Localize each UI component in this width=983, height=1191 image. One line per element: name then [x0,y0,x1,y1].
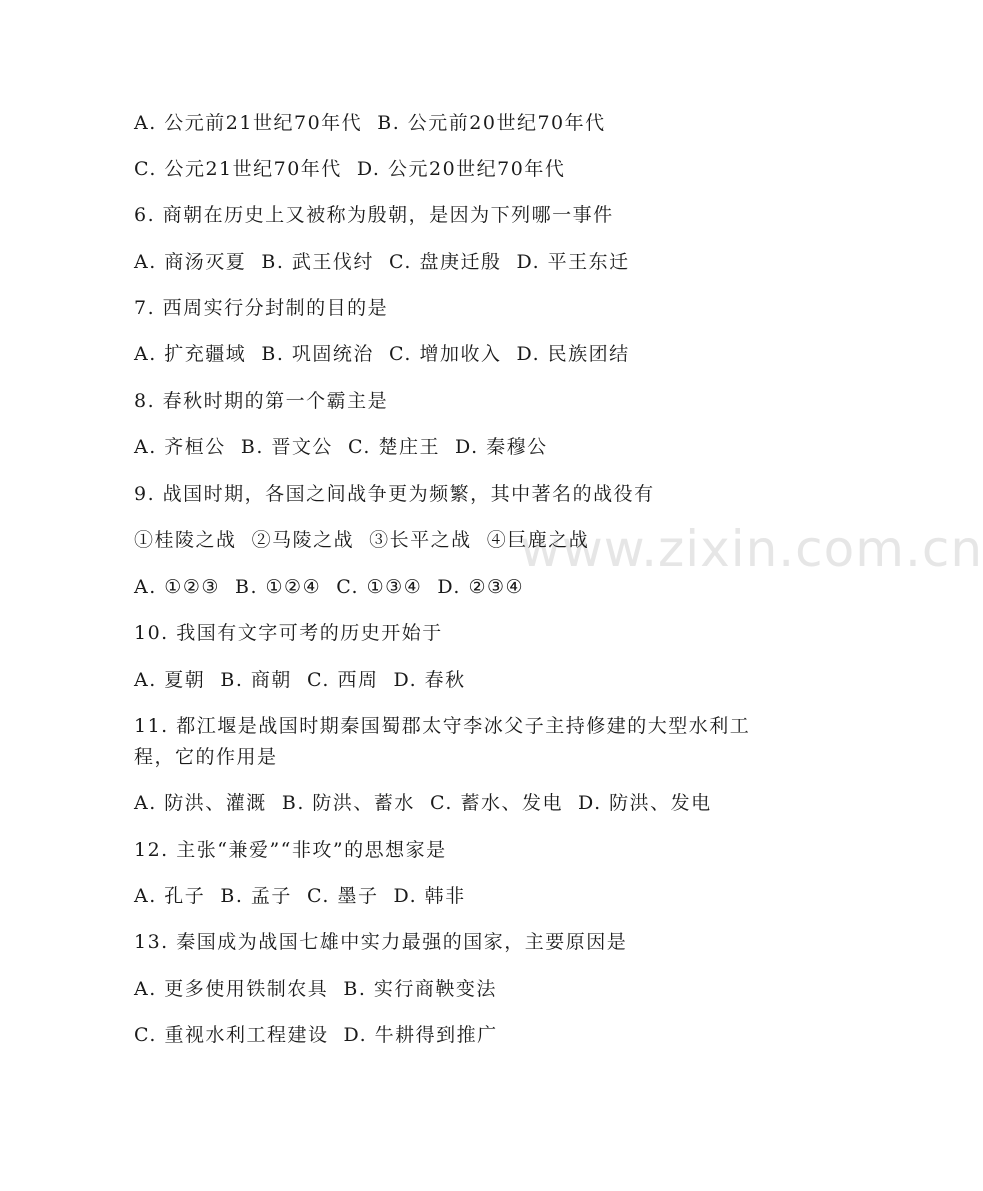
answer-options-q11: A. 防洪、灌溉 B. 防洪、蓄水 C. 蓄水、发电 D. 防洪、发电 [134,792,712,814]
question-10: 10. 我国有文字可考的历史开始于 [134,622,443,644]
answer-options-q13-line1: A. 更多使用铁制农具 B. 实行商鞅变法 [134,978,497,1000]
question-13: 13. 秦国成为战国七雄中实力最强的国家，主要原因是 [134,931,628,953]
question-11-line1: 11. 都江堰是战国时期秦国蜀郡太守李冰父子主持修建的大型水利工 [134,715,751,737]
question-12: 12. 主张“兼爱”“非攻”的思想家是 [134,839,447,861]
answer-options-q6: A. 商汤灭夏 B. 武王伐纣 C. 盘庚迁殷 D. 平王东迁 [134,251,630,273]
question-8: 8. 春秋时期的第一个霸主是 [134,390,389,412]
answer-options-q5-line2: C. 公元21世纪70年代 D. 公元20世纪70年代 [134,158,566,180]
watermark: www.zixin.com.cn [520,520,983,578]
question-9: 9. 战国时期，各国之间战争更为频繁，其中著名的战役有 [134,483,655,505]
answer-options-q7: A. 扩充疆域 B. 巩固统治 C. 增加收入 D. 民族团结 [134,343,630,365]
answer-options-q12: A. 孔子 B. 孟子 C. 墨子 D. 韩非 [134,885,466,907]
question-11-line2: 程，它的作用是 [134,746,278,768]
answer-options-q10: A. 夏朝 B. 商朝 C. 西周 D. 春秋 [134,669,466,691]
question-7: 7. 西周实行分封制的目的是 [134,297,389,319]
answer-options-q8: A. 齐桓公 B. 晋文公 C. 楚庄王 D. 秦穆公 [134,436,548,458]
answer-options-q5-line1: A. 公元前21世纪70年代 B. 公元前20世纪70年代 [134,112,606,134]
question-9-items: ①桂陵之战 ②马陵之战 ③长平之战 ④巨鹿之战 [134,529,590,551]
answer-options-q9: A. ①②③ B. ①②④ C. ①③④ D. ②③④ [134,576,525,598]
answer-options-q13-line2: C. 重视水利工程建设 D. 牛耕得到推广 [134,1024,498,1046]
question-6: 6. 商朝在历史上又被称为殷朝，是因为下列哪一事件 [134,204,614,226]
